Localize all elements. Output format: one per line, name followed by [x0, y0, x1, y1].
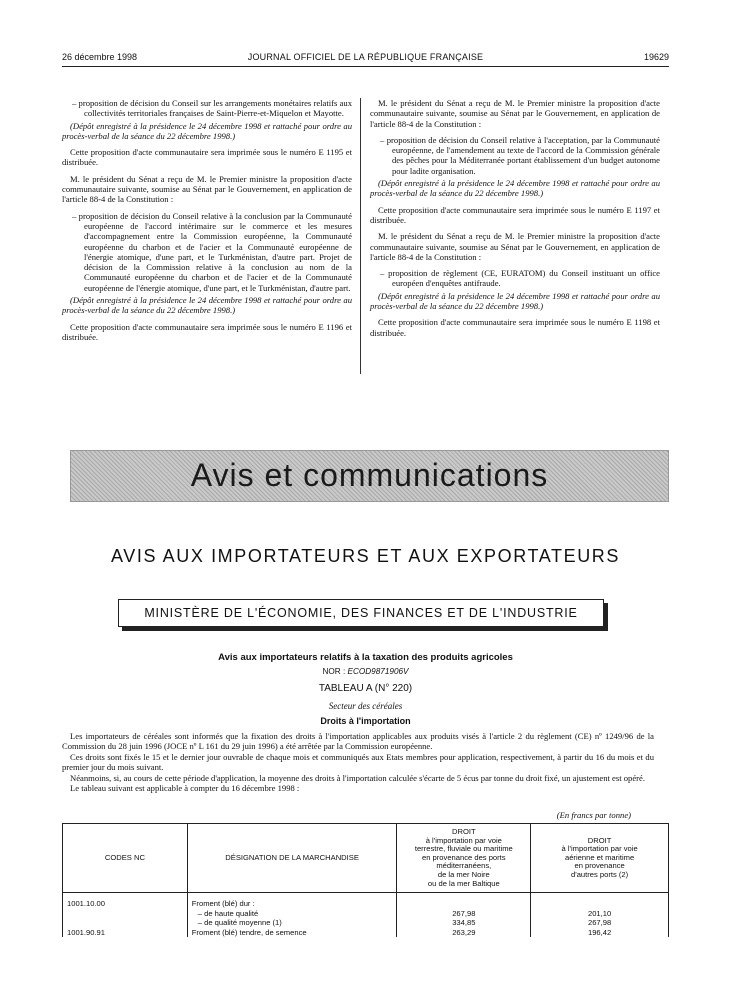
print-note: Cette proposition d'acte communautaire sera imprimée sous le numéro E 1195 et distribuée. [62, 147, 352, 168]
column-divider [360, 98, 361, 374]
cell-droit1: 263,29 [397, 928, 531, 938]
nor-reference [62, 667, 669, 676]
tableau-number: TABLEAU A (N° 220) [318, 683, 413, 694]
table-row [63, 893, 669, 909]
cell-designation: – de haute qualité [187, 909, 397, 919]
header-date: 26 décembre 1998 [62, 52, 138, 62]
page-header [62, 52, 669, 66]
notice-paragraph: Ces droits sont fixés le 15 et le dernier jour ouvrable de chaque mois et communiqués aux Etats membres pour application, respectivement, à partir du 16 du mois et du premier jour du mois suivant. [62, 751, 654, 773]
deposit-note: (Dépôt enregistré à la présidence le 24 décembre 1998 et rattaché pour ordre au procès-verbal de la séance du 22 décembre 1998.) [62, 120, 352, 141]
nor-label: NOR : [322, 667, 348, 676]
header-page-number: 19629 [643, 52, 669, 62]
senate-intro: M. le président du Sénat a reçu de M. le Premier ministre la proposition d'acte communautaire suivante, soumise au Sénat par le Gouvernement, en application de l'article 88-4 de la Constitution : [370, 231, 660, 262]
duties-heading: Droits à l'importation [320, 716, 411, 726]
print-note: Cette proposition d'acte communautaire sera imprimée sous le numéro E 1196 et distribuée. [62, 321, 352, 342]
unit-note: (En francs par tonne) [556, 810, 631, 820]
header-rule [62, 66, 669, 67]
deposit-note: (Dépôt enregistré à la présidence le 24 décembre 1998 et rattaché pour ordre au procès-verbal de la séance du 22 décembre 1998.) [370, 290, 660, 312]
cell-code [63, 918, 188, 928]
cell-designation: Froment (blé) dur : [187, 893, 397, 909]
cell-code: 1001.90.91 [63, 928, 188, 938]
proposal-item: – proposition de décision du Conseil sur les arrangements monétaires relatifs aux collectivités territoriales françaises de Saint-Pierre-et-Miquelon et Mayotte. [62, 98, 352, 119]
section-banner [70, 450, 669, 502]
proposal-item: – proposition de règlement (CE, EURATOM) du Conseil instituant un office européen d'enquêtes antifraude. [370, 268, 660, 289]
section-title: AVIS AUX IMPORTATEURS ET AUX EXPORTATEURS [110, 546, 621, 566]
cell-droit1: 334,85 [397, 918, 531, 928]
print-note: Cette proposition d'acte communautaire sera imprimée sous le numéro E 1197 et distribuée. [370, 204, 660, 225]
notice-paragraph: Néanmoins, si, au cours de cette période d'application, la moyenne des droits à l'importation calculée s'écarte de 5 écus par tonne du droit fixé, un ajustement est opéré. [70, 772, 645, 783]
senate-intro: M. le président du Sénat a reçu de M. le Premier ministre la proposition d'acte communautaire suivante, soumise au Sénat par le Gouvernement, en application de l'article 88-4 de la Constitution : [62, 173, 352, 205]
right-column [370, 98, 660, 344]
proposal-item: – proposition de décision du Conseil relative à l'acceptation, par la Communauté européenne, de l'amendement au texte de l'accord de la Commission générale des pêches pour la Méditerranée portant établissement d'un budget autonome pour ladite organisation. [370, 135, 660, 176]
deposit-note: (Dépôt enregistré à la présidence le 24 décembre 1998 et rattaché pour ordre au procès-verbal de la séance du 22 décembre 1998.) [62, 295, 352, 316]
cell-droit2: 201,10 [531, 909, 669, 919]
sector-label: Secteur des céréales [328, 701, 403, 711]
cell-droit1 [397, 893, 531, 909]
nor-code: ECOD9871906V [347, 667, 409, 676]
col-header-droit-other: DROIT à l'importation par voie aérienne et maritime en provenance d'autres ports (2) [531, 824, 669, 893]
cell-designation: – de qualité moyenne (1) [187, 918, 397, 928]
cell-code: 1001.10.00 [63, 893, 188, 909]
col-header-droit-mediterranean: DROIT à l'importation par voie terrestre, fluviale ou maritime en provenance des ports méditerranéens, de la mer Noire ou de la mer Baltique [397, 824, 531, 893]
table-row [63, 918, 669, 928]
notice-paragraph: Le tableau suivant est applicable à compter du 16 décembre 1998 : [70, 783, 300, 794]
cell-droit1: 267,98 [397, 909, 531, 919]
cell-designation: Froment (blé) tendre, de semence [187, 928, 397, 938]
duties-table [62, 823, 669, 937]
notice-paragraph: Les importateurs de céréales sont informés que la fixation des droits à l'importation applicables aux produits visés à l'article 2 du règlement (CE) nº 1249/96 de la Commission du 28 juin 1996 (JOCE nº L 161 du 29 juin 1996) a été arrêtée par la Commission européenne. [62, 731, 654, 752]
proposal-item: – proposition de décision du Conseil relative à la conclusion par la Communauté européenne de l'accord intérimaire sur le commerce et les mesures d'accompagnement entre la Commission européenne, la Communauté européenne du charbon et de l'acier et la Communauté européenne de l'énergie atomique, d'une part, et le Turkménistan, d'autre part. Projet de décision de la Commission relative à la conclusion au nom de la Communauté européenne du charbon et de l'acier et de la Communauté européenne de l'énergie atomique, d'une part, et le Turkménistan, d'autre part. [62, 211, 352, 293]
cell-droit2 [531, 893, 669, 909]
cell-code [63, 909, 188, 919]
left-column [62, 98, 352, 348]
col-header-designation: DÉSIGNATION DE LA MARCHANDISE [187, 824, 397, 893]
ministry-box [118, 599, 604, 627]
ministry-name: MINISTÈRE DE L'ÉCONOMIE, DES FINANCES ET DE L'INDUSTRIE [144, 606, 578, 620]
banner-title: Avis et communications [190, 457, 549, 493]
table-row [63, 909, 669, 919]
header-journal-title: JOURNAL OFFICIEL DE LA RÉPUBLIQUE FRANÇAISE [247, 52, 484, 62]
print-note: Cette proposition d'acte communautaire sera imprimée sous le numéro E 1198 et distribuée. [370, 317, 660, 338]
notice-title: Avis aux importateurs relatifs à la taxation des produits agricoles [218, 652, 513, 663]
cell-droit2: 267,98 [531, 918, 669, 928]
col-header-codes: CODES NC [63, 824, 188, 893]
deposit-note: (Dépôt enregistré à la présidence le 24 décembre 1998 et rattaché pour ordre au procès-verbal de la séance du 22 décembre 1998.) [370, 178, 660, 199]
cell-droit2: 196,42 [531, 928, 669, 938]
senate-intro: M. le président du Sénat a reçu de M. le Premier ministre la proposition d'acte communautaire suivante, soumise au Sénat par le Gouvernement, en application de l'article 88-4 de la Constitution : [370, 98, 660, 129]
table-row [63, 928, 669, 938]
notice-body [62, 731, 654, 793]
